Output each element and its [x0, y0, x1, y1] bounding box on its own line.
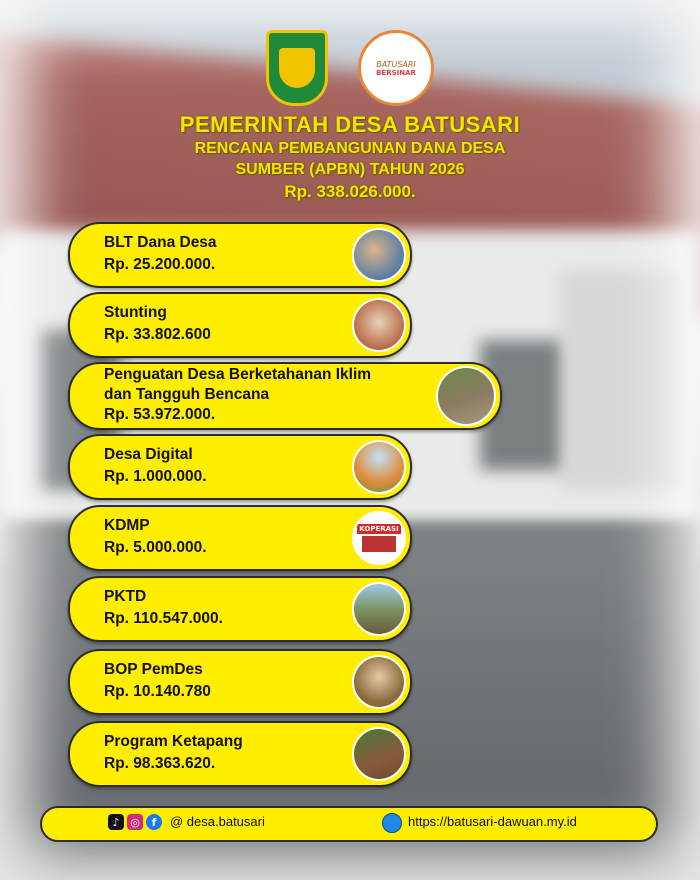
- globe-icon: [382, 813, 402, 833]
- program-card-blt: [68, 222, 412, 288]
- page-title: PEMERINTAH DESA BATUSARI: [179, 112, 521, 137]
- farm-work-photo: [352, 582, 406, 636]
- program-amount: Rp. 5.000.000.: [104, 539, 207, 556]
- instagram-icon[interactable]: ◎: [127, 814, 143, 830]
- subtitle-line-1: RENCANA PEMBANGUNAN DANA DESA: [194, 140, 506, 157]
- cash-aid-photo: [352, 228, 406, 282]
- program-name: KDMP: [104, 517, 150, 534]
- village-logo-subtext: BERSINAR: [376, 68, 416, 77]
- cooperative-store-photo: [352, 511, 406, 565]
- program-name: BOP PemDes: [104, 661, 203, 678]
- child-weighing-photo: [352, 298, 406, 352]
- program-card-bop: [68, 649, 412, 715]
- program-amount: Rp. 25.200.000.: [104, 256, 216, 273]
- program-card-kdmp: [68, 505, 412, 571]
- program-amount: Rp. 10.140.780: [104, 683, 211, 700]
- social-icons: [108, 814, 162, 830]
- program-amount: Rp. 98.363.620.: [104, 755, 216, 772]
- total-budget: Rp. 338.026.000.: [284, 182, 416, 201]
- program-name: PKTD: [104, 588, 147, 605]
- facebook-icon[interactable]: f: [146, 814, 162, 830]
- cooperative-label: KOPERASI: [359, 525, 399, 533]
- tiktok-icon[interactable]: ♪: [108, 814, 124, 830]
- footer-bar: [40, 806, 658, 842]
- village-logo: [358, 30, 434, 106]
- program-amount: Rp. 33.802.600: [104, 326, 211, 343]
- subtitle-line-2: SUMBER (APBN) TAHUN 2026: [235, 161, 465, 178]
- program-name: Stunting: [104, 304, 167, 321]
- village-logo-text: BATUSARI: [376, 59, 416, 69]
- program-amount: Rp. 53.972.000.: [104, 406, 216, 423]
- planting-photo: [352, 727, 406, 781]
- program-name: Desa Digital: [104, 446, 193, 463]
- program-name-line-2: dan Tangguh Bencana: [104, 386, 270, 403]
- program-name: Program Ketapang: [104, 733, 243, 750]
- program-card-climate: [68, 362, 502, 430]
- officials-photo: [352, 655, 406, 709]
- program-amount: Rp. 110.547.000.: [104, 610, 223, 627]
- program-card-ketapang: [68, 721, 412, 787]
- program-card-pktd: [68, 576, 412, 642]
- digital-village-photo: [352, 440, 406, 494]
- website-link[interactable]: https://batusari-dawuan.my.id: [408, 814, 577, 829]
- program-amount: Rp. 1.000.000.: [104, 468, 207, 485]
- program-card-stunting: [68, 292, 412, 358]
- program-card-digital: [68, 434, 412, 500]
- program-name-line-1: Penguatan Desa Berketahanan Iklim: [104, 366, 372, 383]
- district-emblem-icon: [266, 30, 328, 106]
- logos: [0, 30, 700, 106]
- river-embankment-photo: [436, 366, 496, 426]
- social-handle[interactable]: @ desa.batusari: [170, 814, 265, 829]
- program-name: BLT Dana Desa: [104, 234, 217, 251]
